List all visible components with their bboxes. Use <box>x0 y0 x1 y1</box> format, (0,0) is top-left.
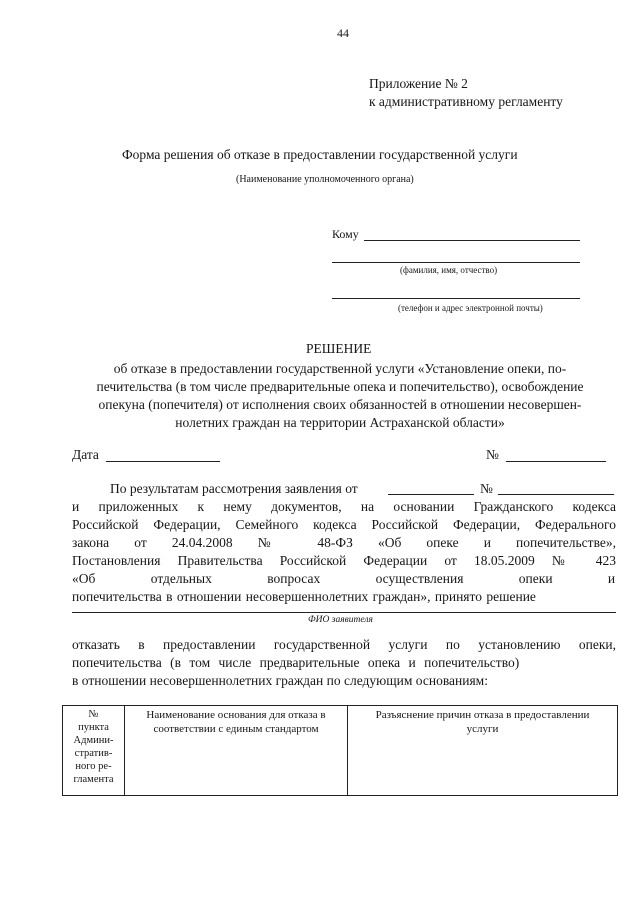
header-paragraph-number: № пункта Админи- стратив- ного ре- гламента <box>63 706 125 796</box>
body-line-6: «Об отдельных вопросах осуществления опеки и <box>72 571 616 586</box>
name-line <box>332 262 580 263</box>
number-line <box>506 461 606 462</box>
decision-line-3: опекуна (попечителя) от исполнения своих обязанностей в отношении несовершен- <box>98 397 582 412</box>
header-refusal-explanation: Разъяснение причин отказа в предоставлении услуги <box>348 706 618 796</box>
decision-line-4: нолетних граждан на территории Астраханской области» <box>175 415 505 430</box>
body-line-3: Российской Федерации, Семейного кодекса Российской Федерации, Федерального <box>72 517 616 532</box>
date-label: Дата <box>72 447 99 462</box>
body-line-1: По результатам рассмотрения заявления от <box>110 481 358 496</box>
refusal-line-1: отказать в предоставлении государственной услуги по установлению опеки, <box>72 637 616 652</box>
form-title: Форма решения об отказе в предоставлении государственной услуги <box>122 147 518 162</box>
application-number-label: № <box>480 481 493 496</box>
body-line-4: закона от 24.04.2008 № 48-ФЗ «Об опеке и попечительстве», <box>72 535 616 550</box>
application-date-line <box>388 494 474 495</box>
decision-line-1: об отказе в предоставлении государственной услуги «Установление опеки, по- <box>113 361 567 376</box>
appendix-line-1: Приложение № 2 <box>369 76 468 91</box>
number-label: № <box>486 447 499 462</box>
contact-caption: (телефон и адрес электронной почты) <box>398 303 543 313</box>
decision-line-2: печительства (в том числе предварительные опека и попечительство), освобождение <box>96 379 584 394</box>
to-label: Кому <box>332 227 359 241</box>
applicant-caption: ФИО заявителя <box>308 615 373 625</box>
header-refusal-ground: Наименование основания для отказа в соответствии с единым стандартом <box>125 706 348 796</box>
page-number: 44 <box>337 26 349 40</box>
appendix-line-2: к административному регламенту <box>369 94 563 109</box>
contact-line <box>332 298 580 299</box>
date-line <box>106 461 220 462</box>
body-line-7: попечительства в отношении несовершеннолетних граждан», принято решение <box>72 589 536 604</box>
grounds-table <box>62 705 618 796</box>
decision-heading: РЕШЕНИЕ <box>306 341 372 356</box>
applicant-line <box>72 612 616 613</box>
body-line-2: и приложенных к нему документов, на основании Гражданского кодекса <box>72 499 616 514</box>
authority-caption: (Наименование уполномоченного органа) <box>236 174 414 185</box>
refusal-line-2: попечительства (в том числе предварительные опека и попечительство) <box>72 655 520 670</box>
body-line-5: Постановления Правительства Российской Федерации от 18.05.2009 № 423 <box>72 553 616 568</box>
to-line <box>364 240 580 241</box>
table-header-row <box>63 706 618 796</box>
refusal-line-3: в отношении несовершеннолетних граждан по следующим основаниям: <box>72 673 488 688</box>
application-number-line <box>498 494 614 495</box>
name-caption: (фамилия, имя, отчество) <box>400 265 498 275</box>
